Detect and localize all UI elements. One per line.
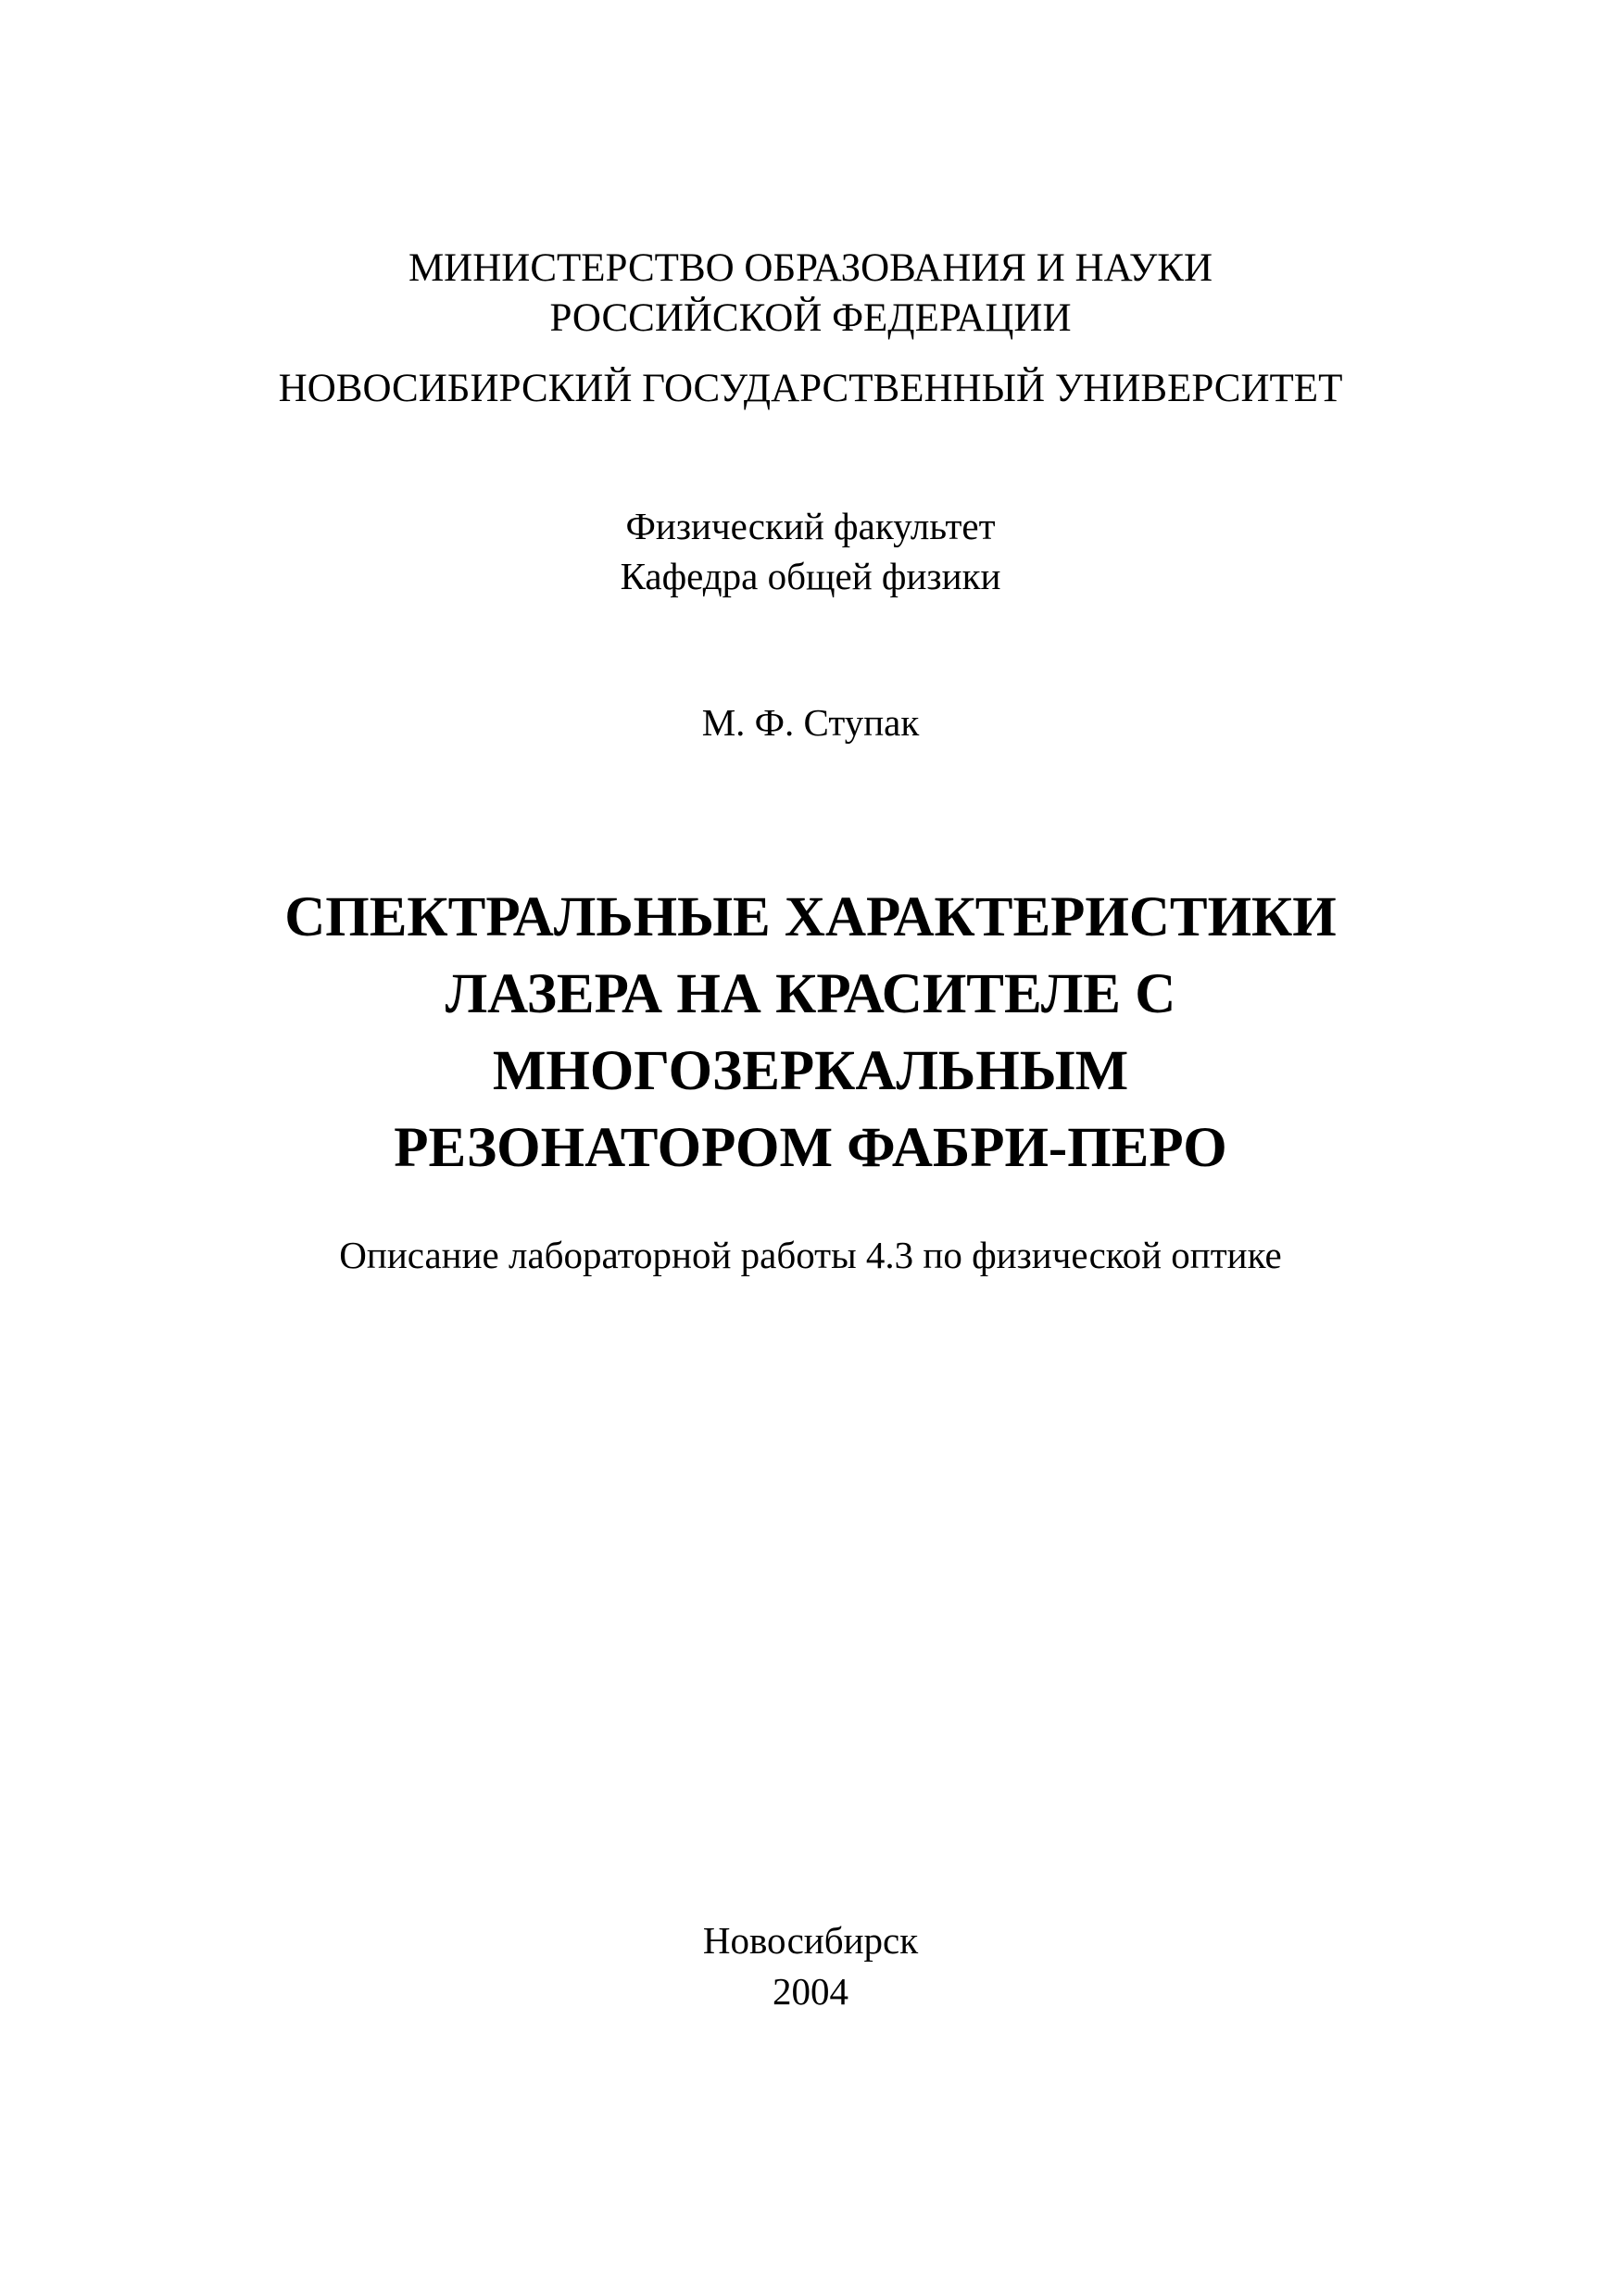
author-name: М. Ф. Ступак xyxy=(701,701,920,744)
imprint-city: Новосибирск xyxy=(702,1919,919,1962)
department-name: Кафедра общей физики xyxy=(620,555,1001,597)
title-line-4: РЕЗОНАТОРОМ ФАБРИ-ПЕРО xyxy=(394,1117,1227,1179)
imprint-year: 2004 xyxy=(773,1970,848,2013)
title-line-1: СПЕКТРАЛЬНЫЕ ХАРАКТЕРИСТИКИ xyxy=(284,886,1337,948)
faculty-name: Физический факультет xyxy=(625,505,996,547)
title-line-2: ЛАЗЕРА НА КРАСИТЕЛЕ С xyxy=(445,963,1176,1025)
subtitle: Описание лабораторной работы 4.3 по физической оптике xyxy=(339,1234,1282,1276)
title-line-3: МНОГОЗЕРКАЛЬНЫМ xyxy=(492,1040,1129,1102)
ministry-line-1: МИНИСТЕРСТВО ОБРАЗОВАНИЯ И НАУКИ xyxy=(408,246,1213,290)
ministry-line-2: РОССИЙСКОЙ ФЕДЕРАЦИИ xyxy=(549,296,1072,340)
university-name: НОВОСИБИРСКИЙ ГОСУДАРСТВЕННЫЙ УНИВЕРСИТЕТ xyxy=(278,367,1343,410)
